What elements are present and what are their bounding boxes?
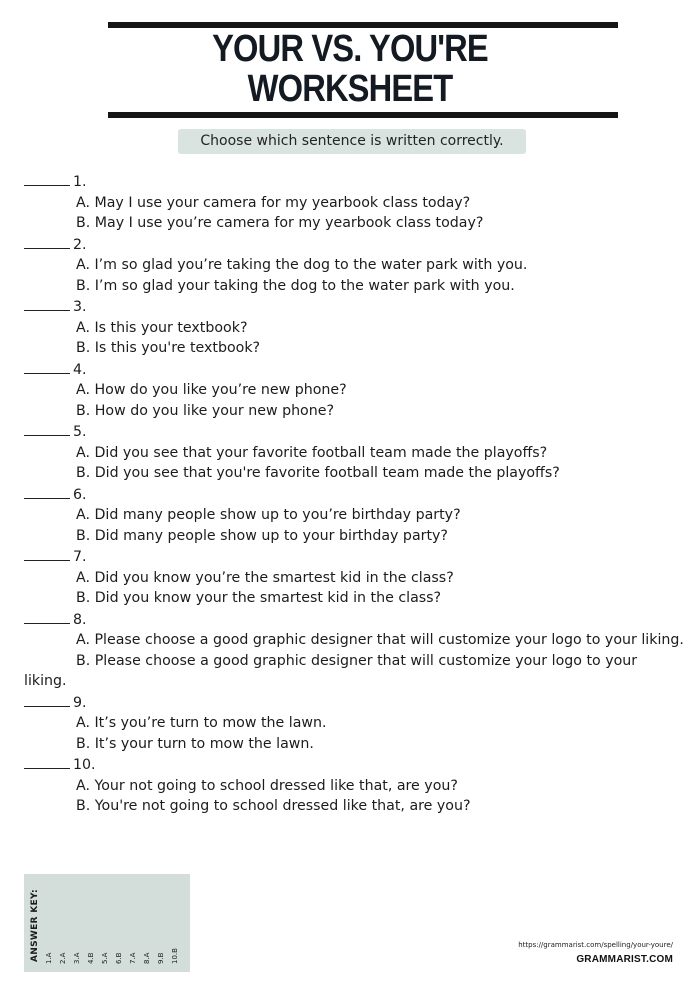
question-8 <box>24 609 684 692</box>
brand-logo: GRAMMARIST.COM <box>576 954 673 965</box>
answer-key-item: 9.B <box>157 952 165 964</box>
question-6 <box>24 484 684 547</box>
answer-key-item: 3.A <box>73 952 81 964</box>
option-b: B. May I use you’re camera for my yearbook class today? <box>76 215 484 231</box>
title-line-1: YOUR VS. YOU'RE <box>212 28 488 70</box>
question-number: 5. <box>73 424 87 440</box>
answer-blank[interactable] <box>24 609 70 624</box>
title-bottom-rule <box>108 112 618 118</box>
option-a: A. Please choose a good graphic designer that will customize your logo to your liking. <box>76 632 684 648</box>
question-number: 9. <box>73 694 87 711</box>
option-b: B. Is this you're textbook? <box>76 340 261 356</box>
option-a: A. Did many people show up to you’re birthday party? <box>76 507 461 523</box>
title-line-2: WORKSHEET <box>247 68 453 110</box>
question-7 <box>24 546 684 609</box>
question-number: 10. <box>73 757 96 773</box>
question-number: 6. <box>73 486 87 503</box>
answer-blank[interactable] <box>24 546 70 561</box>
question-number: 3. <box>73 299 87 315</box>
option-b: B. You're not going to school dressed like that, are you? <box>76 798 471 814</box>
question-4 <box>24 359 684 422</box>
option-a: A. Did you know you’re the smartest kid in the class? <box>76 569 454 586</box>
question-10 <box>24 754 684 817</box>
question-2 <box>24 234 684 297</box>
answer-blank[interactable] <box>24 359 70 374</box>
answer-blank[interactable] <box>24 171 70 186</box>
option-b: B. It’s your turn to mow the lawn. <box>76 735 314 752</box>
answer-key-item: 1.A <box>45 952 53 964</box>
option-a: A. Did you see that your favorite football team made the playoffs? <box>76 444 548 461</box>
answer-blank[interactable] <box>24 692 70 707</box>
answer-key-item: 10.B <box>171 948 179 964</box>
answer-key-item: 6.B <box>115 952 123 964</box>
option-a: A. How do you like you’re new phone? <box>76 382 347 398</box>
answer-blank[interactable] <box>24 421 70 436</box>
option-b: B. Did many people show up to your birthday party? <box>76 527 448 544</box>
question-1 <box>24 171 684 234</box>
answer-key-item: 8.A <box>143 952 151 964</box>
option-a: A. I’m so glad you’re taking the dog to the water park with you. <box>76 257 528 273</box>
worksheet-title <box>135 29 565 109</box>
answer-blank[interactable] <box>24 754 70 769</box>
answer-blank[interactable] <box>24 296 70 311</box>
question-number: 8. <box>73 611 87 628</box>
option-a: A. Is this your textbook? <box>76 319 248 336</box>
question-5 <box>24 421 684 484</box>
answer-key-item: 2.A <box>59 952 67 964</box>
question-3 <box>24 296 684 359</box>
option-a: A. Your not going to school dressed like that, are you? <box>76 777 458 794</box>
option-a: A. It’s you’re turn to mow the lawn. <box>76 715 327 731</box>
answer-key-title: ANSWER KEY: <box>30 889 40 962</box>
question-number: 7. <box>73 549 87 565</box>
answer-key-item: 4.B <box>87 952 95 964</box>
question-number: 4. <box>73 361 87 378</box>
option-a: A. May I use your camera for my yearbook class today? <box>76 194 471 211</box>
instruction-banner: Choose which sentence is written correctly. <box>178 129 526 154</box>
question-9 <box>24 692 684 755</box>
option-b: B. Did you know your the smartest kid in the class? <box>76 590 442 606</box>
answer-blank[interactable] <box>24 484 70 499</box>
question-list <box>24 171 684 817</box>
question-number: 1. <box>73 174 87 190</box>
answer-key-item: 5.A <box>101 952 109 964</box>
option-b: B. How do you like your new phone? <box>76 402 334 419</box>
option-b: B. I’m so glad your taking the dog to the water park with you. <box>76 277 515 294</box>
answer-key-item: 7.A <box>129 952 137 964</box>
option-b: B. Please choose a good graphic designer that will customize your logo to your liking. <box>24 652 638 689</box>
source-url[interactable]: https://grammarist.com/spelling/your-youre/ <box>518 941 673 949</box>
option-b: B. Did you see that you're favorite football team made the playoffs? <box>76 465 560 481</box>
answer-blank[interactable] <box>24 234 70 249</box>
question-number: 2. <box>73 236 87 253</box>
